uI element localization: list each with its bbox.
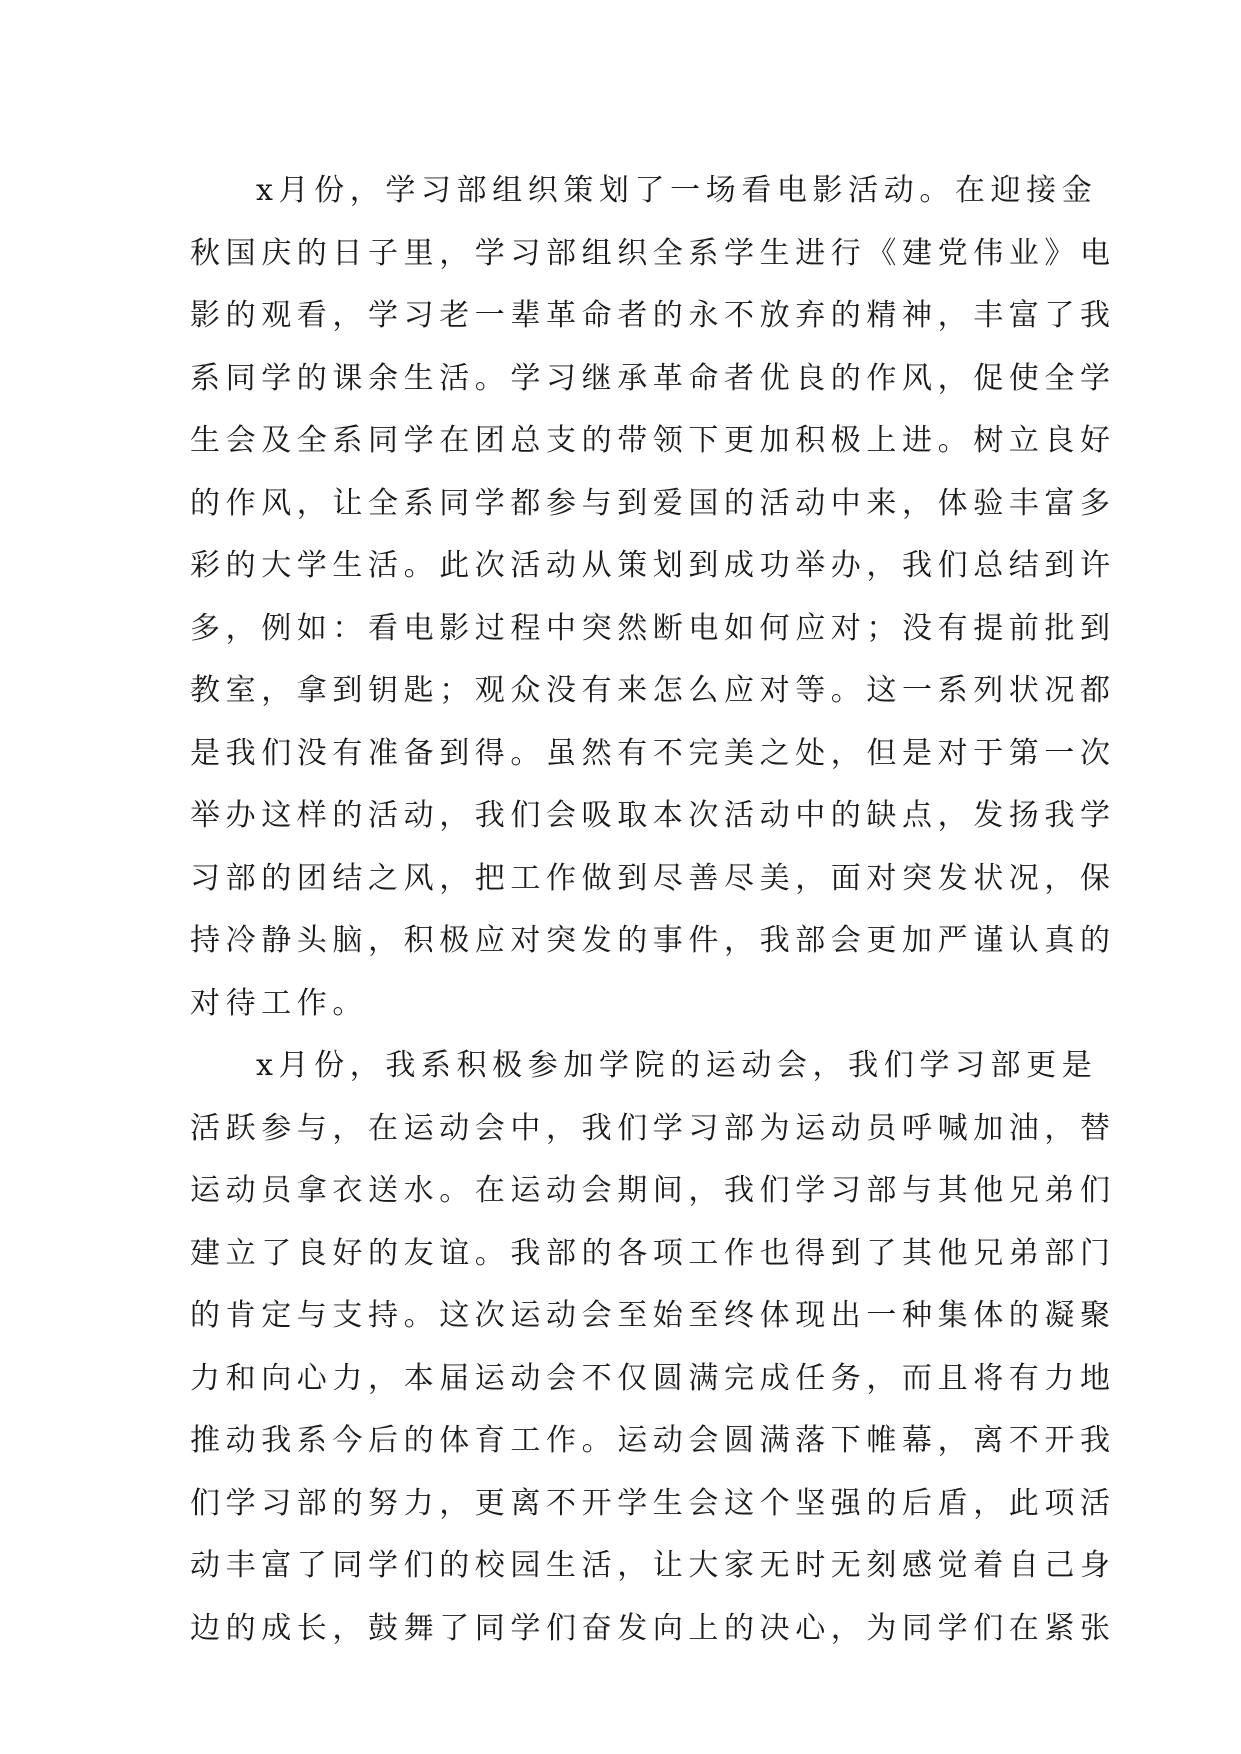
text-line: 们学习部的努力，更离不开学生会这个坚强的后盾，此项活 <box>190 1485 1116 1521</box>
text-line: 持冷静头脑，积极应对突发的事件，我部会更加严谨认真的 <box>190 923 1116 958</box>
text-line: 的作风，让全系同学都参与到爱国的活动中来，体验丰富多 <box>190 485 1116 521</box>
text-line: 习部的团结之风，把工作做到尽善尽美，面对突发状况，保 <box>190 860 1116 896</box>
text-line: x月份，学习部组织策划了一场看电影活动。在迎接金 <box>256 173 1098 208</box>
text-line: 是我们没有准备到得。虽然有不完美之处，但是对于第一次 <box>190 735 1116 771</box>
text-line: 举办这样的活动，我们会吸取本次活动中的缺点，发扬我学 <box>190 798 1116 833</box>
document-body <box>190 160 1116 1660</box>
text-line: x月份，我系积极参加学院的运动会，我们学习部更是 <box>256 1048 1098 1083</box>
text-line: 多，例如：看电影过程中突然断电如何应对；没有提前批到 <box>190 610 1116 646</box>
text-line: 生会及全系同学在团总支的带领下更加积极上进。树立良好 <box>190 423 1116 458</box>
paragraph-1 <box>190 160 1116 1035</box>
text-line: 边的成长，鼓舞了同学们奋发向上的决心，为同学们在紧张 <box>190 1610 1116 1646</box>
text-line: 系同学的课余生活。学习继承革命者优良的作风，促使全学 <box>190 360 1116 396</box>
text-line: 力和向心力，本届运动会不仅圆满完成任务，而且将有力地 <box>190 1360 1116 1396</box>
text-line: 秋国庆的日子里，学习部组织全系学生进行《建党伟业》电 <box>190 235 1116 271</box>
text-line: 推动我系今后的体育工作。运动会圆满落下帷幕，离不开我 <box>190 1423 1116 1458</box>
text-line: 教室，拿到钥匙；观众没有来怎么应对等。这一系列状况都 <box>190 673 1116 708</box>
text-line: 活跃参与，在运动会中，我们学习部为运动员呼喊加油，替 <box>190 1110 1116 1146</box>
text-line: 动丰富了同学们的校园生活，让大家无时无刻感觉着自己身 <box>190 1548 1116 1583</box>
text-line: 对待工作。 <box>190 985 368 1021</box>
text-line: 运动员拿衣送水。在运动会期间，我们学习部与其他兄弟们 <box>190 1173 1116 1208</box>
text-line: 的肯定与支持。这次运动会至始至终体现出一种集体的凝聚 <box>190 1298 1116 1333</box>
text-line: 彩的大学生活。此次活动从策划到成功举办，我们总结到许 <box>190 548 1116 583</box>
text-line: 影的观看，学习老一辈革命者的永不放弃的精神，丰富了我 <box>190 298 1116 333</box>
paragraph-2 <box>190 1035 1116 1660</box>
text-line: 建立了良好的友谊。我部的各项工作也得到了其他兄弟部门 <box>190 1235 1116 1271</box>
